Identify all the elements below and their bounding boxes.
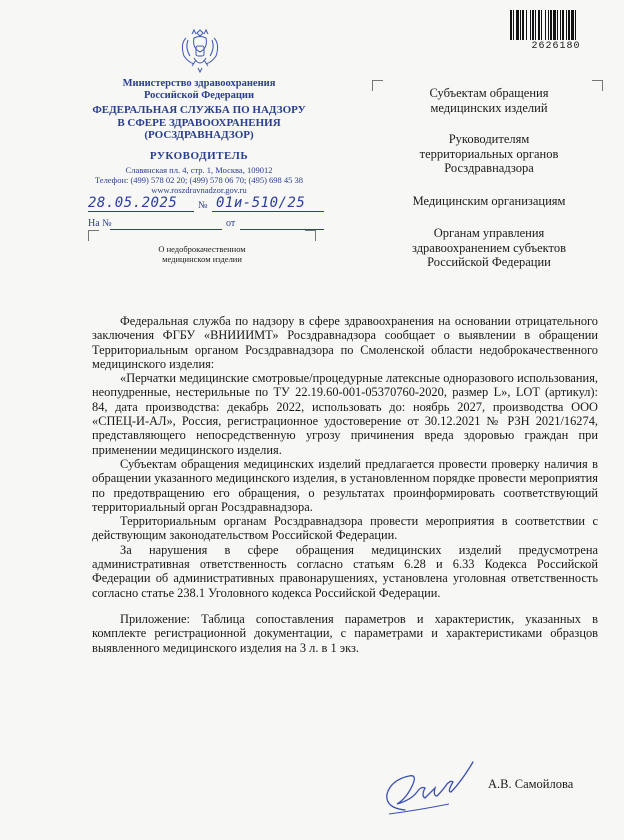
barcode-number: 2626180 bbox=[531, 41, 581, 52]
service-line: ФЕДЕРАЛЬНАЯ СЛУЖБА ПО НАДЗОРУ bbox=[92, 104, 306, 116]
website-line: www.roszdravnadzor.gov.ru bbox=[151, 185, 247, 195]
registration-date: 28.05.2025 bbox=[88, 195, 178, 211]
handwritten-signature bbox=[345, 740, 485, 820]
registration-line bbox=[88, 194, 324, 216]
date-underline bbox=[88, 211, 194, 212]
addressee-line: Субъектам обращения bbox=[429, 86, 549, 100]
coat-of-arms-icon bbox=[178, 24, 222, 76]
service-line: (РОСЗДРАВНАДЗОР) bbox=[144, 129, 254, 141]
service-name bbox=[80, 104, 318, 142]
number-underline bbox=[212, 211, 324, 212]
subject-line: О недоброкачественном bbox=[158, 244, 246, 254]
addressee-line: Российской Федерации bbox=[427, 255, 551, 269]
on-number-label: На № bbox=[88, 218, 112, 229]
addressee-line: территориальных органов bbox=[419, 146, 559, 161]
body-paragraph: Территориальным органам Росздравнадзора провести мероприятия в соответствии с действующим законодательством Российской Федерации. bbox=[92, 514, 598, 543]
addressee-line: медицинских изделий bbox=[430, 100, 548, 115]
registration-number: 01и-510/25 bbox=[216, 195, 306, 211]
body-paragraph: Субъектам обращения медицинских изделий предлагается провести проверку наличия в обращении указанного медицинского изделия, в установленном порядке провести мероприятия по предотвращению его обращения, о результатах проинформировать соответствующий территориальный орган Росздравнадзора. bbox=[92, 456, 598, 514]
addressee-line: здравоохранением субъектов bbox=[411, 240, 566, 255]
subject-text bbox=[100, 244, 304, 264]
ministry-name bbox=[80, 78, 318, 102]
letter-body bbox=[92, 314, 598, 655]
from-label: от bbox=[226, 218, 236, 229]
attachment-paragraph: Приложение: Таблица сопоставления параметров и характеристик, указанных в комплекте регистрационной документации, с параметрами и характеристиками образцов выявленного медицинского изделия на 3 л. в 1 экз. bbox=[92, 611, 598, 655]
addressee-line: Органам управления bbox=[433, 226, 545, 240]
address-line: Славянская пл. 4, стр. 1, Москва, 109012 bbox=[125, 165, 273, 175]
body-paragraph: «Перчатки медицинские смотровые/процедурные латексные одноразового использования, неопудренные, нестерильные по ТУ 22.19.60-001-05370760-2020, размер L», LOT (артикул): 84, дата производства: декабрь 2022, использовать до: ноябрь 2027, производства ООО «СПЕЦ-И-АЛ», Россия, регистрационное удостоверение от 30.12.2021 № РЗН 2021/16274, представляющего непосредственную угрозу причинения вреда здоровью граждан при применении медицинского изделия. bbox=[92, 371, 598, 457]
barcode bbox=[510, 10, 602, 40]
addressee-group bbox=[386, 226, 592, 270]
addressee-line: Руководителям bbox=[448, 132, 530, 146]
corner-mark bbox=[592, 80, 603, 91]
signer-name: А.В. Самойлова bbox=[488, 777, 574, 791]
leader-title: РУКОВОДИТЕЛЬ bbox=[149, 150, 249, 162]
addressee-group bbox=[386, 194, 592, 209]
addressee-group bbox=[386, 132, 592, 176]
ministry-line: Российской Федерации bbox=[143, 90, 255, 101]
ministry-line: Министерство здравоохранения bbox=[122, 78, 276, 89]
corner-mark bbox=[372, 80, 383, 91]
number-label: № bbox=[198, 200, 208, 211]
corner-mark bbox=[88, 230, 99, 241]
addressee-group bbox=[386, 86, 592, 115]
addressee-line: Росздравнадзора bbox=[444, 161, 534, 175]
subject-line: медицинском изделии bbox=[162, 254, 242, 264]
phone-line: Телефон: (499) 578 02 20; (499) 578 06 70; (495) 698 45 38 bbox=[94, 175, 304, 185]
body-paragraph: За нарушения в сфере обращения медицинских изделий предусмотрена административная ответственность согласно статьям 6.28 и 6.33 Кодекса Российской Федерации об административных правонарушениях, установлена уголовная ответственность согласно статье 238.1 Уголовного кодекса Российской Федерации. bbox=[92, 542, 598, 600]
barcode-graphic bbox=[510, 10, 602, 40]
corner-mark bbox=[305, 230, 316, 241]
service-line: В СФЕРЕ ЗДРАВООХРАНЕНИЯ bbox=[117, 116, 281, 129]
body-paragraph: Федеральная служба по надзору в сфере здравоохранения на основании отрицательного заключения ФГБУ «ВНИИИМТ» Росздравнадзора сообщает о выявлении в обращении Территориальным органом Росздравнадзора по Смоленской области недоброкачественного медицинского изделия: bbox=[92, 314, 598, 371]
address-block bbox=[80, 165, 318, 195]
addressee-line: Медицинским организациям bbox=[412, 194, 566, 208]
